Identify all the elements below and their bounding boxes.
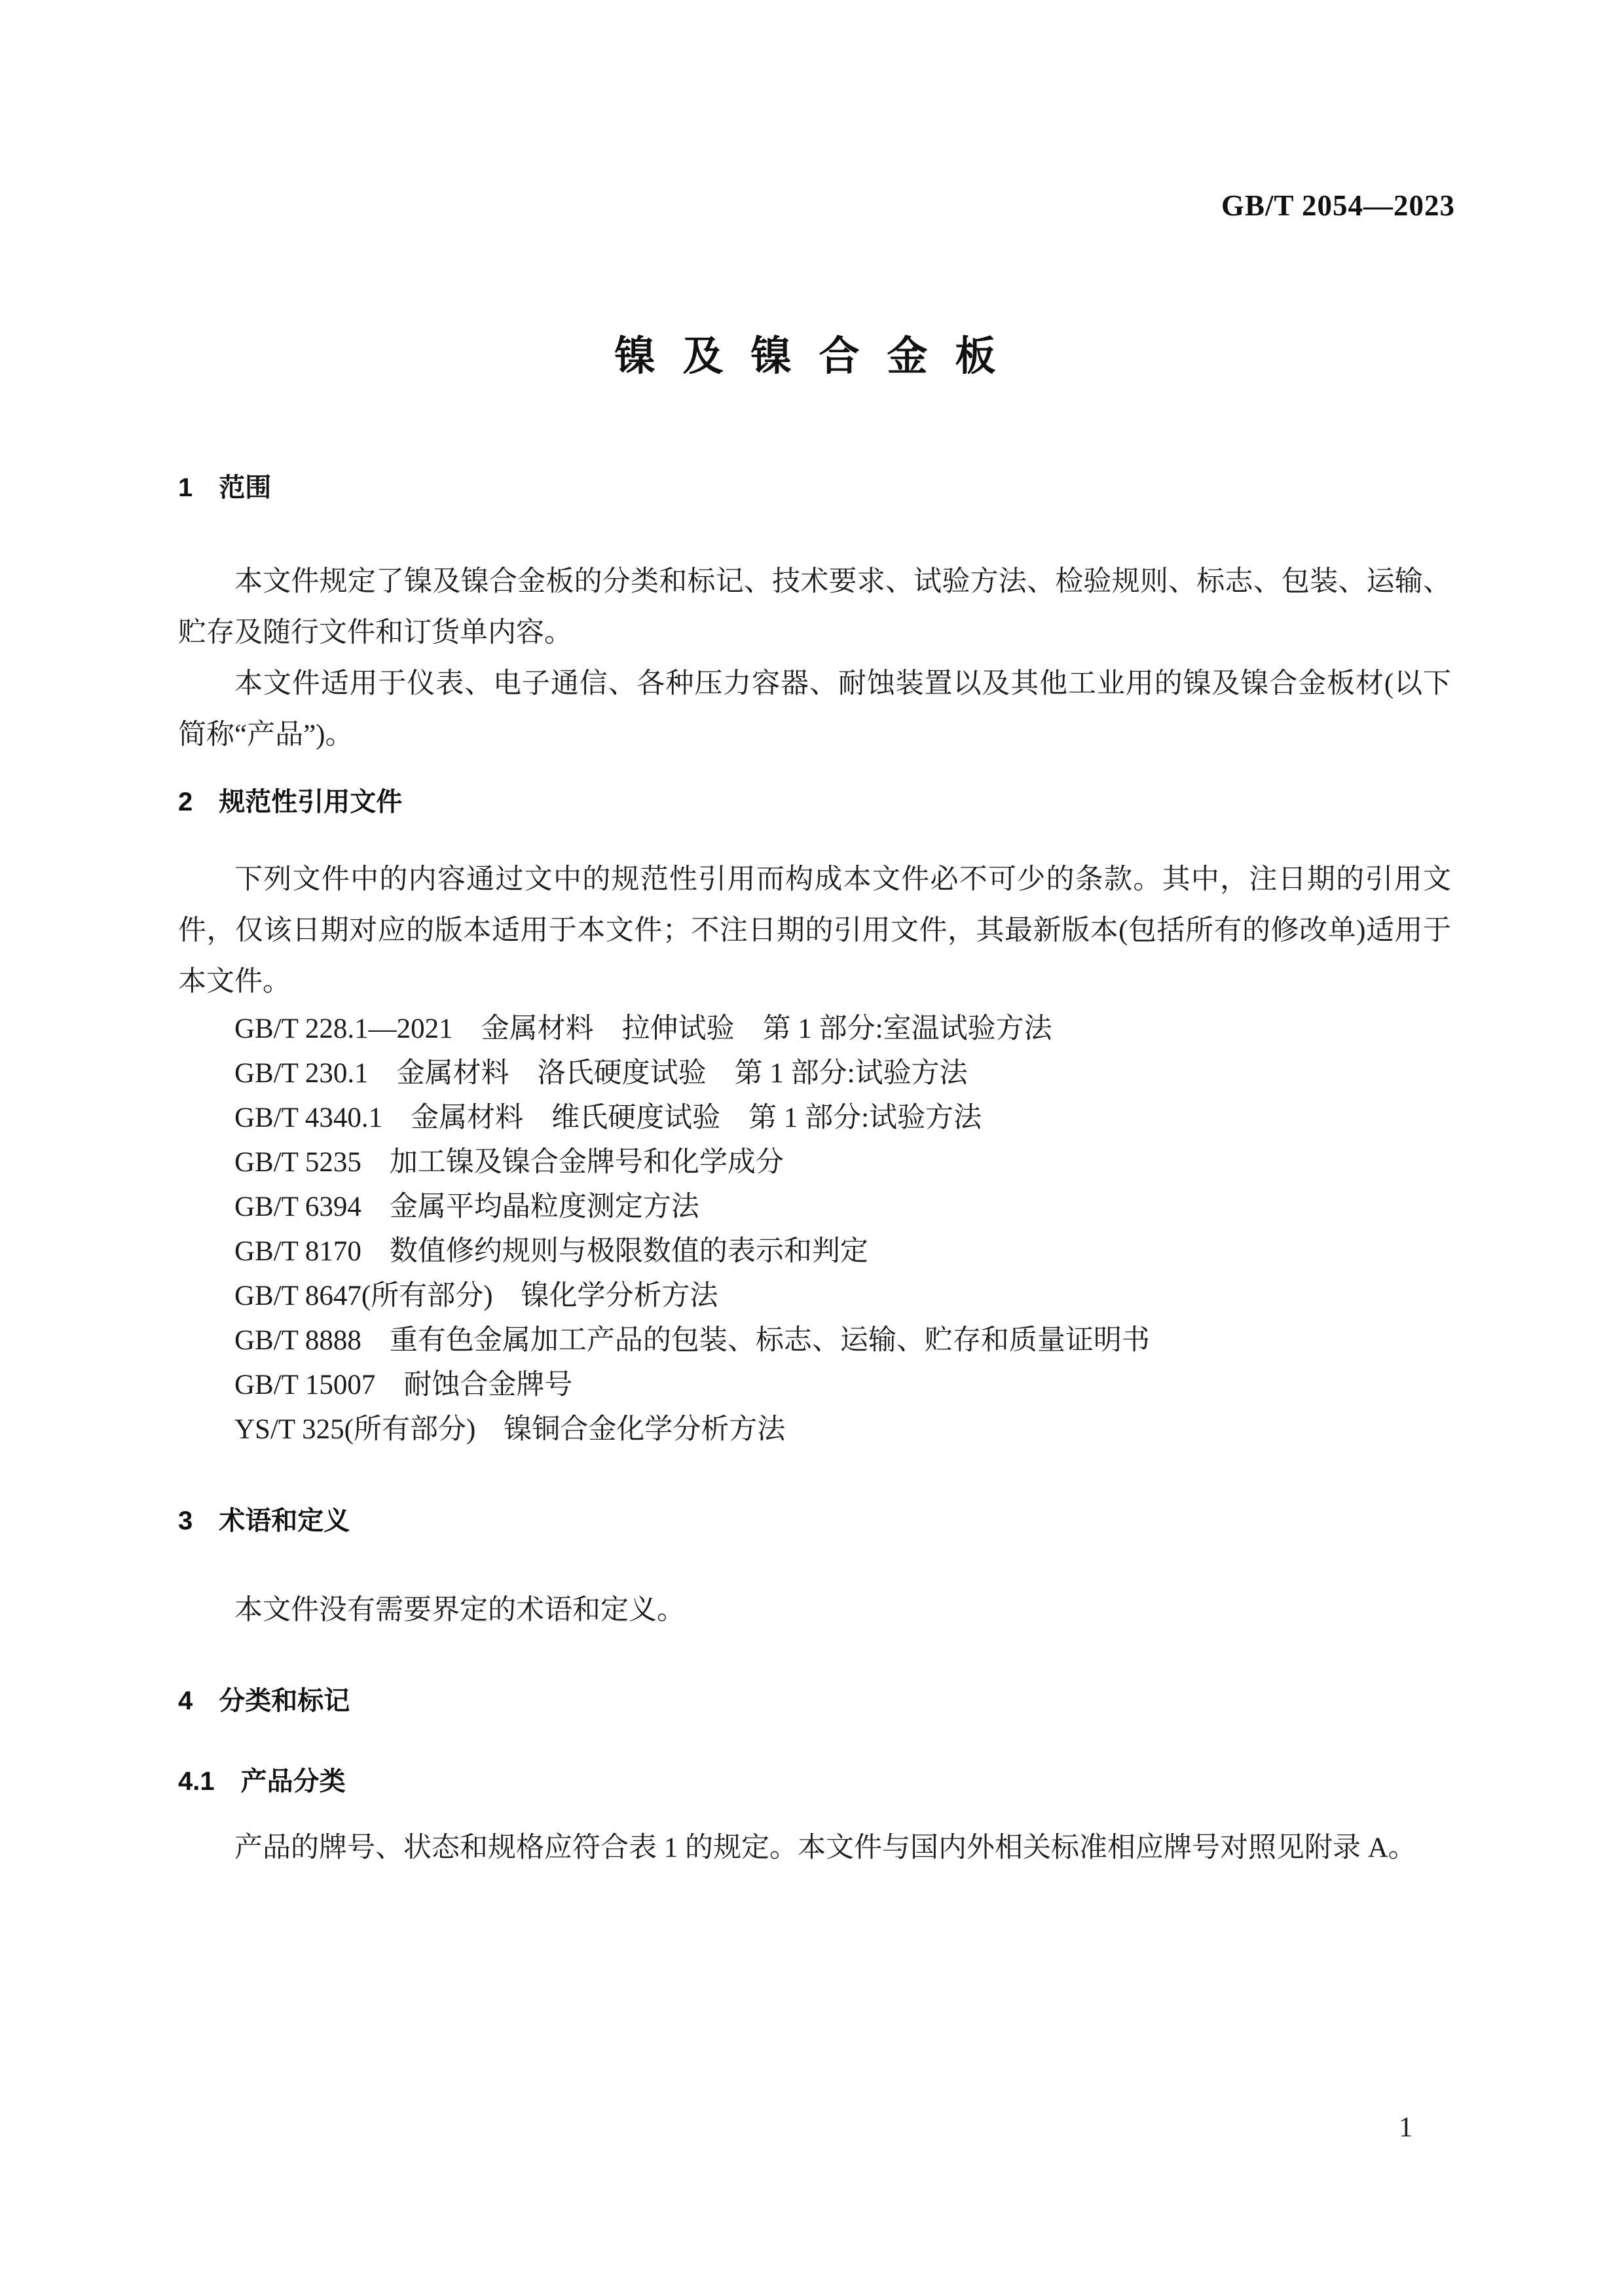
reference-item: GB/T 8170 数值修约规则与极限数值的表示和判定 (234, 1236, 868, 1267)
page-number: 1 (1399, 2112, 1413, 2143)
reference-item: GB/T 6394 金属平均晶粒度测定方法 (234, 1192, 699, 1222)
standard-number: GB/T 2054—2023 (1221, 189, 1455, 222)
section-2-intro (178, 854, 1451, 1008)
reference-item: GB/T 8647(所有部分) 镍化学分析方法 (234, 1281, 718, 1311)
section-2-heading: 2 规范性引用文件 (178, 788, 403, 816)
reference-item: GB/T 4340.1 金属材料 维氏硬度试验 第 1 部分:试验方法 (234, 1102, 982, 1133)
section-4-heading: 4 分类和标记 (178, 1686, 350, 1715)
reference-item: GB/T 8888 重有色金属加工产品的包装、标志、运输、贮存和质量证明书 (234, 1325, 1150, 1356)
section-1-body (178, 556, 1451, 761)
reference-item: GB/T 230.1 金属材料 洛氏硬度试验 第 1 部分:试验方法 (234, 1058, 968, 1089)
section-1-heading: 1 范围 (178, 473, 272, 502)
reference-item: YS/T 325(所有部分) 镍铜合金化学分析方法 (234, 1414, 786, 1445)
paragraph: 本文件规定了镍及镍合金板的分类和标记、技术要求、试验方法、检验规则、标志、包装、运输、贮存及随行文件和订货单内容。 (178, 566, 1451, 648)
section-3-body (178, 1585, 1451, 1636)
paragraph: 下列文件中的内容通过文中的规范性引用而构成本文件必不可少的条款。其中，注日期的引用文件，仅该日期对应的版本适用于本文件；不注日期的引用文件，其最新版本(包括所有的修改单)适用于本文件。 (178, 864, 1451, 997)
paragraph: 产品的牌号、状态和规格应符合表 1 的规定。本文件与国内外相关标准相应牌号对照见附录 A。 (234, 1832, 1416, 1863)
paragraph: 本文件适用于仪表、电子通信、各种压力容器、耐蚀装置以及其他工业用的镍及镍合金板材(以下简称“产品”)。 (178, 668, 1451, 750)
document-title: 镍及镍合金板 (614, 334, 1024, 379)
paragraph: 本文件没有需要界定的术语和定义。 (234, 1595, 685, 1626)
section-3-heading: 3 术语和定义 (178, 1506, 350, 1535)
reference-item: GB/T 15007 耐蚀合金牌号 (234, 1370, 573, 1400)
reference-item: GB/T 228.1—2021 金属材料 拉伸试验 第 1 部分:室温试验方法 (234, 1013, 1052, 1044)
reference-item: GB/T 5235 加工镍及镍合金牌号和化学成分 (234, 1147, 784, 1178)
section-4-body (178, 1823, 1451, 1874)
section-4-1-heading: 4.1 产品分类 (178, 1767, 346, 1796)
normative-references-list (178, 1007, 1451, 1452)
